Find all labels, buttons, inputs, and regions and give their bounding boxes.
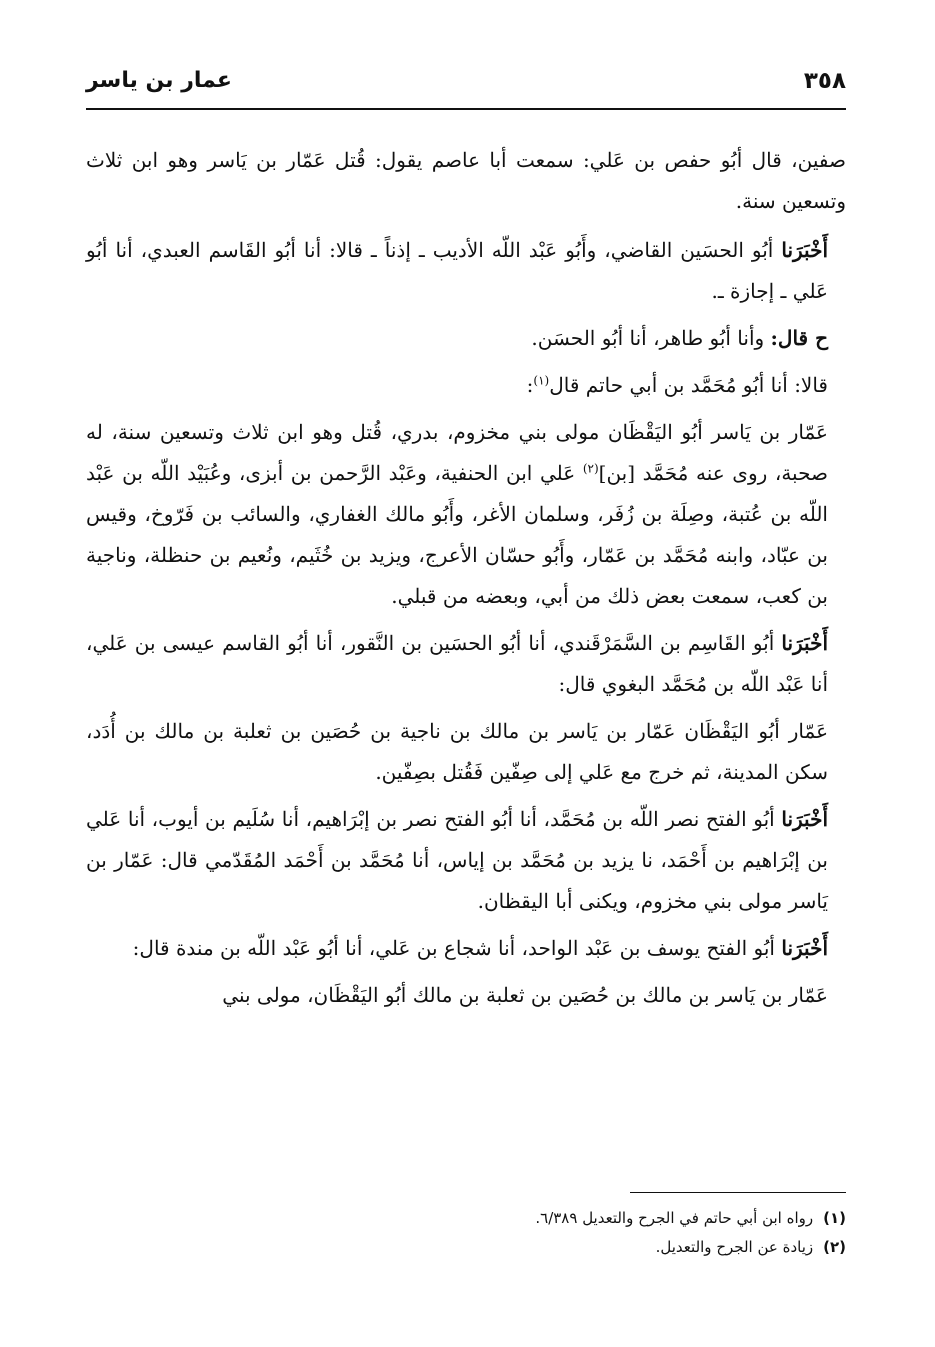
paragraph-text: قالا: أنا أبُو مُحَمَّد بن أبي حاتم قال bbox=[549, 373, 828, 397]
paragraph-text-tail: : bbox=[526, 373, 534, 397]
paragraph-7 bbox=[86, 711, 846, 793]
paragraph-9 bbox=[86, 928, 846, 969]
paragraph-text: أبُو القَاسِم بن السَّمَرْقَندي، أنا أبُو الحسَين بن النَّقور، أنا أبُو القاسم عيسى بن عَلي، أنا عَبْد اللّه بن مُحَمَّد البغوي قال: bbox=[86, 631, 828, 696]
paragraph-8 bbox=[86, 799, 846, 922]
footnote-1 bbox=[86, 1204, 846, 1233]
paragraph-text: أبُو الحسَين القاضي، وأَبُو عَبْد اللّه الأديب ـ إذناً ـ قالا: أنا أبُو القَاسم العبدي، أنا أبُو عَلي ـ إجازة ـ. bbox=[86, 238, 828, 303]
footnote-text: رواه ابن أبي حاتم في الجرح والتعديل ٦/٣٨٩. bbox=[535, 1209, 814, 1227]
paragraph-lead: أَخْبَرَنا bbox=[781, 631, 828, 655]
paragraph-lead: أَخْبَرَنا bbox=[781, 936, 828, 960]
running-title: عمار بن ياسر bbox=[86, 68, 232, 93]
paragraph-lead: أَخْبَرَنا bbox=[781, 807, 828, 831]
paragraph-lead: ح قال: bbox=[770, 326, 828, 350]
paragraph-text: أبُو الفتح يوسف بن عَبْد الواحد، أنا شجاع بن عَلي، أنا أبُو عَبْد اللّه بن مندة قال: bbox=[132, 936, 782, 960]
footnote-ref-2: (٢) bbox=[582, 461, 599, 476]
paragraph-10 bbox=[86, 975, 846, 1016]
paragraph-lead: أَخْبَرَنا bbox=[781, 238, 828, 262]
paragraph-2 bbox=[86, 230, 846, 312]
footnote-number: (٢) bbox=[823, 1238, 846, 1256]
paragraph-text: وأنا أبُو طاهر، أنا أبُو الحسَن. bbox=[531, 326, 771, 350]
paragraph-text: أبُو الفتح نصر اللّه بن مُحَمَّد، أنا أبُو الفتح نصر بن إبْرَاهيم، أنا سُلَيم بن أيوب، أنا عَلي بن إبْرَاهيم بن أَحْمَد، نا يزيد بن مُحَمَّد بن إياس، أنا مُحَمَّد بن أَحْمَد المُقَدّمي قال: عَمّار بن يَاسر مولى بني مخزوم، ويكنى أبا اليقظان. bbox=[86, 807, 828, 913]
book-page bbox=[86, 60, 846, 1300]
paragraph-3 bbox=[86, 318, 846, 359]
paragraph-text: عَمّار بن يَاسر أبُو اليَقْظَان مولى بني مخزوم، بدري، قُتل وهو ابن ثلاث وتسعين سنة، له صحبة، روى عنه مُحَمَّد [بن] bbox=[86, 420, 828, 485]
footnotes bbox=[86, 1204, 846, 1262]
footnote-rule bbox=[630, 1192, 846, 1193]
paragraph-5 bbox=[86, 412, 846, 617]
paragraph-text-tail: عَلي ابن الحنفية، وعَبْد الرَّحمن بن أبزى، وعُبَيْد اللّه بن عَبْد اللّه بن عُتبة، وصِلَة بن زُفَر، وسلمان الأغر، وأَبُو مالك الغفاري، والسائب بن فَرّوخ، وقيس بن عبّاد، وابنه مُحَمَّد بن عَمّار، وأَبُو حسّان الأعرج، ويزيد بن خُثَيم، ونُعيم بن حنظلة، وناجية بن كعب، سمعت بعض ذلك من أبي، وبعضه من قبلي. bbox=[86, 461, 828, 608]
paragraph-text: عَمّار بن يَاسر بن مالك بن حُصَين بن ثعلبة بن مالك أبُو اليَقْظَان، مولى بني bbox=[222, 983, 828, 1007]
paragraph-1 bbox=[86, 140, 846, 222]
footnote-text: زيادة عن الجرح والتعديل. bbox=[655, 1238, 814, 1256]
footnote-number: (١) bbox=[823, 1209, 846, 1227]
page-body bbox=[86, 140, 846, 1022]
header-rule bbox=[86, 108, 846, 110]
paragraph-text: صفين، قال أبُو حفص بن عَلي: سمعت أبا عاصم يقول: قُتل عَمّار بن يَاسر وهو ابن ثلاث وتسعين سنة. bbox=[86, 148, 846, 213]
page-number: ٣٥٨ bbox=[803, 68, 846, 94]
paragraph-4 bbox=[86, 365, 846, 406]
page-header bbox=[86, 60, 846, 100]
paragraph-text: عَمّار أبُو اليَقْظَان عَمّار بن يَاسر بن مالك بن ناجية بن حُصَين بن ثعلبة بن مالك بن أُدَد، سكن المدينة، ثم خرج مع عَلي إلى صِفّين فَقُتل بصِفّين. bbox=[86, 719, 828, 784]
footnote-2 bbox=[86, 1233, 846, 1262]
paragraph-6 bbox=[86, 623, 846, 705]
footnote-ref-1: (١) bbox=[533, 373, 550, 388]
